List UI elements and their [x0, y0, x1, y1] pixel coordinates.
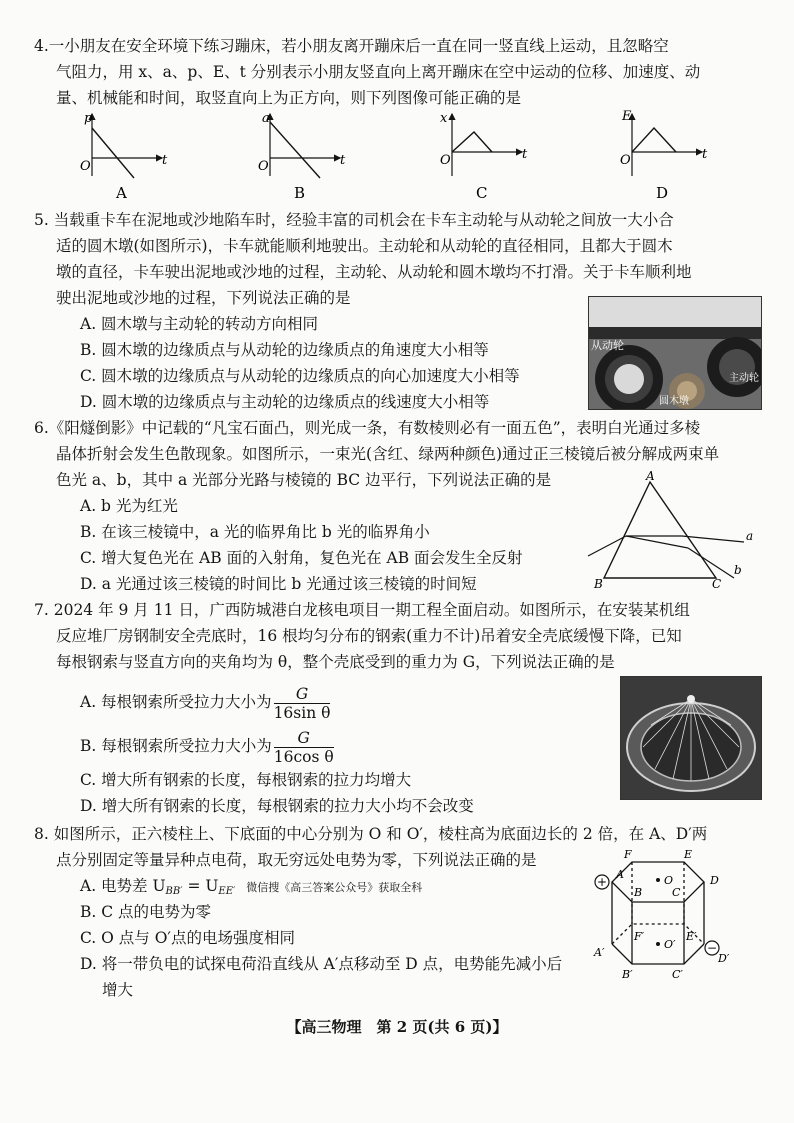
graph-b-xaxis: t — [340, 153, 346, 168]
positive-charge: + — [597, 875, 608, 889]
graph-a-yaxis: p — [84, 111, 93, 126]
truck-wheel-photo — [588, 296, 762, 410]
reactor-shell-photo — [620, 676, 762, 800]
graph-a-letter: A — [116, 184, 127, 202]
graph-d-letter: D — [656, 184, 669, 202]
q7-option-b-fraction — [274, 729, 334, 766]
q8-option-c: C. O 点与 O′点的电场强度相同 — [80, 929, 295, 947]
q6-line-3: 色光 a、b，其中 a 光部分光路与棱镜的 BC 边平行，下列说法正确的是 — [56, 471, 552, 489]
q7-line-2: 反应堆厂房钢制安全壳底时，16 根均匀分布的钢索(重力不计)吊着安全壳底缓慢下降，已知 — [56, 627, 682, 645]
q6-line-1: 6.《阳燧倒影》中记载的“凡宝石面凸，则光成一条，有数棱则必有一面五色”，表明白光通过多棱 — [34, 419, 701, 437]
q5-option-b: B. 圆木墩的边缘质点与从动轮的边缘质点的角速度大小相等 — [80, 341, 489, 359]
graph-d-xaxis: t — [702, 147, 708, 162]
graph-d-origin: O — [620, 153, 631, 168]
label-f-prime: F′ — [634, 930, 645, 943]
graph-b-letter: B — [294, 184, 306, 202]
prism-label-b: B — [594, 577, 603, 591]
graph-a — [80, 111, 168, 202]
label-o-prime: O′ — [664, 938, 676, 951]
label-f: F — [624, 848, 632, 861]
ray-label-a: a — [746, 529, 754, 543]
q7-option-a-fraction — [274, 685, 331, 722]
q7-option-b-denominator: 16cos θ — [273, 747, 334, 766]
q8-option-a-sub2: EE′ — [218, 886, 236, 897]
q4-graphs — [70, 108, 710, 204]
label-e: E — [684, 848, 693, 861]
driven-wheel-label: 从动轮 — [591, 339, 624, 352]
q7-option-b-text: B. 每根钢索所受拉力大小为 — [80, 737, 272, 755]
q7-option-a-denominator: 16sin θ — [273, 703, 331, 722]
q5-option-c: C. 圆木墩的边缘质点与从动轮的边缘质点的向心加速度大小相等 — [80, 367, 520, 385]
graph-d — [620, 109, 708, 202]
hexagonal-prism-diagram — [588, 844, 764, 990]
q8-option-a — [80, 876, 422, 902]
label-d-prime: D′ — [718, 952, 730, 965]
graph-d-yaxis: E — [622, 109, 632, 124]
q8-line-2: 点分别固定等量异种点电荷，取无穷远处电势为零，下列说法正确的是 — [56, 851, 537, 869]
graph-a-xaxis: t — [162, 153, 168, 168]
q6-option-a: A. b 光为红光 — [80, 497, 178, 515]
q7-option-a-numerator: G — [274, 685, 331, 704]
q8-option-d-line1: D. 将一带负电的试探电荷沿直线从 A′点移动至 D 点，电势能先减小后 — [80, 955, 563, 973]
q5-line-2: 适的圆木墩(如图所示)，卡车就能顺利地驶出。主动轮和从动轮的直径相同，且都大于圆木 — [56, 237, 673, 255]
q4-line-3: 量、机械能和时间，取竖直向上为正方向，则下列图像可能正确的是 — [56, 89, 522, 107]
graph-b-yaxis: a — [262, 111, 270, 126]
graph-b-origin: O — [258, 159, 269, 174]
label-a: A — [616, 868, 624, 881]
q6-option-d: D. a 光通过该三棱镜的时间比 b 光通过该三棱镜的时间短 — [80, 575, 477, 593]
watermark-note: 微信搜《高三答案公众号》获取全科 — [246, 881, 423, 894]
q7-line-3: 每根钢索与竖直方向的夹角均为 θ，整个壳底受到的重力为 G，下列说法正确的是 — [56, 653, 615, 671]
q8-line-1: 8. 如图所示，正六棱柱上、下底面的中心分别为 O 和 O′，棱柱高为底面边长的 2 倍，在 A、D′两 — [34, 825, 708, 843]
ray-label-b: b — [734, 563, 742, 577]
label-b-prime: B′ — [622, 968, 633, 981]
label-b: B — [634, 886, 643, 899]
q7-option-a-text: A. 每根钢索所受拉力大小为 — [80, 693, 272, 711]
q4-line-2: 气阻力，用 x、a、p、E、t 分别表示小朋友竖直向上离开蹦床在空中运动的位移、加速度、动 — [56, 63, 701, 81]
q8-option-a-mid: = U — [182, 877, 219, 895]
q7-option-a — [80, 682, 330, 722]
graph-c-xaxis: t — [522, 147, 528, 162]
q6-option-c: C. 增大复色光在 AB 面的入射角，复色光在 AB 面会发生全反射 — [80, 549, 523, 567]
q5-option-a: A. 圆木墩与主动轮的转动方向相同 — [80, 315, 319, 333]
q5-line-1: 5. 当载重卡车在泥地或沙地陷车时，经验丰富的司机会在卡车主动轮与从动轮之间放一大小合 — [34, 211, 674, 229]
q5-line-3: 墩的直径，卡车驶出泥地或沙地的过程，主动轮、从动轮和圆木墩均不打滑。关于卡车顺利地 — [56, 263, 692, 281]
graph-c — [440, 111, 528, 202]
negative-charge: − — [707, 941, 718, 955]
graph-b — [258, 111, 346, 202]
prism-diagram — [584, 470, 764, 596]
label-o: O — [664, 874, 674, 887]
page-footer: 【高三物理 第 2 页(共 6 页)】 — [286, 1018, 508, 1036]
q8-option-b: B. C 点的电势为零 — [80, 903, 212, 921]
graph-c-yaxis: x — [440, 111, 448, 126]
q8-option-a-sub1: BB′ — [165, 886, 183, 897]
q8-option-d-line2: 增大 — [102, 981, 134, 999]
q4-line-1: 4.一小朋友在安全环境下练习蹦床，若小朋友离开蹦床后一直在同一竖直线上运动，且忽略空 — [34, 37, 669, 55]
label-c: C — [672, 886, 681, 899]
drive-wheel-label: 主动轮 — [729, 373, 759, 384]
label-e-prime: E′ — [686, 930, 697, 943]
q5-line-4: 驶出泥地或沙地的过程，下列说法正确的是 — [56, 289, 351, 307]
label-c-prime: C′ — [672, 968, 683, 981]
q7-line-1: 7. 2024 年 9 月 11 日，广西防城港白龙核电项目一期工程全面启动。如图所示，在安装某机组 — [34, 601, 690, 619]
q7-option-c: C. 增大所有钢索的长度，每根钢索的拉力均增大 — [80, 771, 412, 789]
prism-label-c: C — [712, 577, 722, 591]
q7-option-d: D. 增大所有钢索的长度，每根钢索的拉力大小均不会改变 — [80, 797, 474, 815]
q7-option-b — [80, 726, 334, 766]
prism-label-a: A — [646, 470, 655, 483]
graph-a-origin: O — [80, 159, 91, 174]
graph-c-origin: O — [440, 153, 451, 168]
q6-option-b: B. 在该三棱镜中，a 光的临界角比 b 光的临界角小 — [80, 523, 430, 541]
log-label: 圆木墩 — [659, 396, 689, 407]
q5-option-d: D. 圆木墩的边缘质点与主动轮的边缘质点的线速度大小相等 — [80, 393, 490, 411]
graph-c-letter: C — [476, 184, 488, 202]
q8-option-a-prefix: A. 电势差 U — [80, 877, 166, 895]
q6-line-2: 晶体折射会发生色散现象。如图所示，一束光(含红、绿两种颜色)通过正三棱镜后被分解成两束单 — [56, 445, 720, 463]
q7-option-b-numerator: G — [274, 729, 334, 748]
label-d: D — [710, 874, 719, 887]
label-a-prime: A′ — [594, 946, 605, 959]
